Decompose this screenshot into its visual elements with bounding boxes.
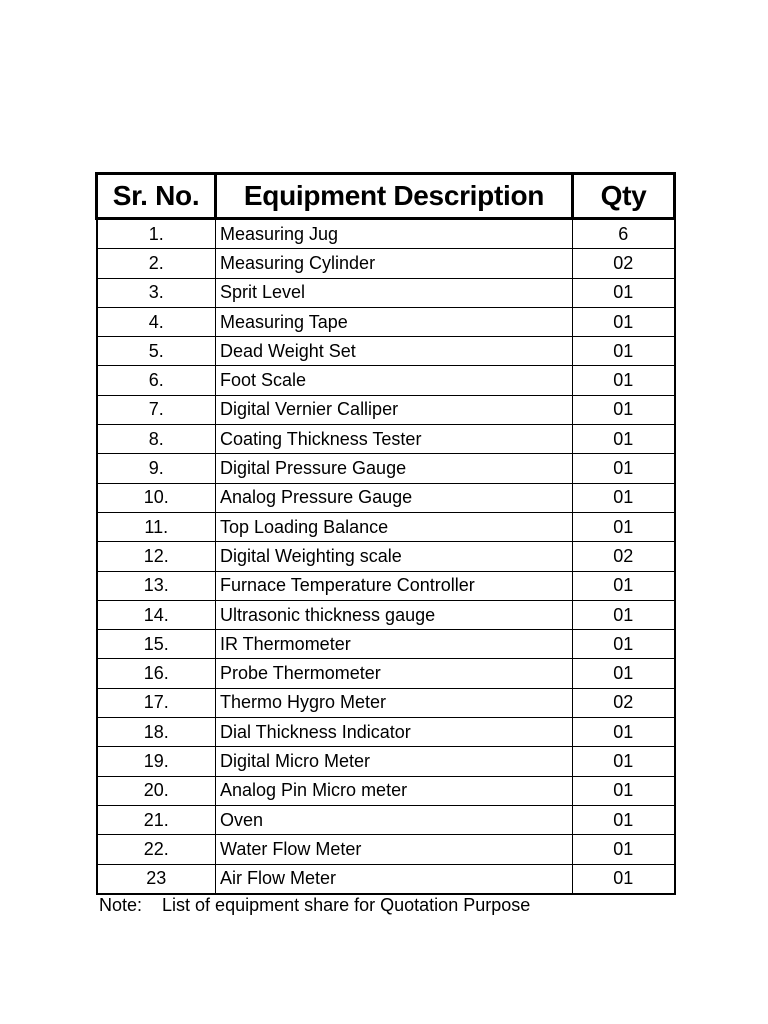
table-row bbox=[97, 659, 675, 688]
note-text: List of equipment share for Quotation Purpose bbox=[162, 895, 531, 915]
sr-no-cell: 8. bbox=[97, 425, 216, 454]
description-cell: IR Thermometer bbox=[216, 630, 573, 659]
description-cell: Thermo Hygro Meter bbox=[216, 688, 573, 717]
description-cell: Measuring Tape bbox=[216, 307, 573, 336]
sr-no-cell: 6. bbox=[97, 366, 216, 395]
description-cell: Dial Thickness Indicator bbox=[216, 718, 573, 747]
qty-cell: 01 bbox=[573, 307, 675, 336]
table-row bbox=[97, 571, 675, 600]
table-row bbox=[97, 688, 675, 717]
table-row bbox=[97, 512, 675, 541]
table-row bbox=[97, 864, 675, 894]
table-row bbox=[97, 454, 675, 483]
sr-no-cell: 20. bbox=[97, 776, 216, 805]
qty-cell: 01 bbox=[573, 454, 675, 483]
table-row bbox=[97, 366, 675, 395]
sr-no-cell: 13. bbox=[97, 571, 216, 600]
table-row bbox=[97, 805, 675, 834]
table-body bbox=[97, 219, 675, 894]
table-row bbox=[97, 747, 675, 776]
table-row bbox=[97, 249, 675, 278]
qty-cell: 01 bbox=[573, 747, 675, 776]
description-cell: Water Flow Meter bbox=[216, 835, 573, 864]
sr-no-cell: 22. bbox=[97, 835, 216, 864]
table-row bbox=[97, 600, 675, 629]
sr-no-cell: 10. bbox=[97, 483, 216, 512]
description-cell: Digital Vernier Calliper bbox=[216, 395, 573, 424]
table-row bbox=[97, 718, 675, 747]
sr-no-cell: 9. bbox=[97, 454, 216, 483]
qty-cell: 01 bbox=[573, 337, 675, 366]
qty-cell: 01 bbox=[573, 425, 675, 454]
sr-no-cell: 3. bbox=[97, 278, 216, 307]
qty-cell: 01 bbox=[573, 278, 675, 307]
table-row bbox=[97, 425, 675, 454]
qty-cell: 01 bbox=[573, 483, 675, 512]
qty-cell: 01 bbox=[573, 571, 675, 600]
note bbox=[99, 895, 530, 916]
description-cell: Analog Pin Micro meter bbox=[216, 776, 573, 805]
description-cell: Dead Weight Set bbox=[216, 337, 573, 366]
description-cell: Analog Pressure Gauge bbox=[216, 483, 573, 512]
table-row bbox=[97, 307, 675, 336]
sr-no-cell: 5. bbox=[97, 337, 216, 366]
sr-no-cell: 23 bbox=[97, 864, 216, 894]
sr-no-cell: 19. bbox=[97, 747, 216, 776]
header-sr-no: Sr. No. bbox=[97, 174, 216, 219]
qty-cell: 6 bbox=[573, 219, 675, 249]
qty-cell: 01 bbox=[573, 600, 675, 629]
qty-cell: 01 bbox=[573, 864, 675, 894]
table-row bbox=[97, 835, 675, 864]
description-cell: Sprit Level bbox=[216, 278, 573, 307]
sr-no-cell: 21. bbox=[97, 805, 216, 834]
sr-no-cell: 4. bbox=[97, 307, 216, 336]
table-row bbox=[97, 630, 675, 659]
sr-no-cell: 18. bbox=[97, 718, 216, 747]
description-cell: Furnace Temperature Controller bbox=[216, 571, 573, 600]
sr-no-cell: 12. bbox=[97, 542, 216, 571]
qty-cell: 01 bbox=[573, 805, 675, 834]
note-label: Note: bbox=[99, 895, 143, 915]
qty-cell: 01 bbox=[573, 835, 675, 864]
table-row bbox=[97, 542, 675, 571]
sr-no-cell: 1. bbox=[97, 219, 216, 249]
table-row bbox=[97, 219, 675, 249]
table-row bbox=[97, 776, 675, 805]
sr-no-cell: 7. bbox=[97, 395, 216, 424]
description-cell: Measuring Jug bbox=[216, 219, 573, 249]
qty-cell: 01 bbox=[573, 659, 675, 688]
description-cell: Air Flow Meter bbox=[216, 864, 573, 894]
table-row bbox=[97, 483, 675, 512]
description-cell: Digital Weighting scale bbox=[216, 542, 573, 571]
description-cell: Foot Scale bbox=[216, 366, 573, 395]
description-cell: Top Loading Balance bbox=[216, 512, 573, 541]
sr-no-cell: 15. bbox=[97, 630, 216, 659]
sr-no-cell: 2. bbox=[97, 249, 216, 278]
description-cell: Digital Pressure Gauge bbox=[216, 454, 573, 483]
table-row bbox=[97, 337, 675, 366]
sr-no-cell: 17. bbox=[97, 688, 216, 717]
qty-cell: 02 bbox=[573, 249, 675, 278]
sr-no-cell: 16. bbox=[97, 659, 216, 688]
qty-cell: 01 bbox=[573, 395, 675, 424]
sr-no-cell: 14. bbox=[97, 600, 216, 629]
table-row bbox=[97, 395, 675, 424]
description-cell: Ultrasonic thickness gauge bbox=[216, 600, 573, 629]
qty-cell: 01 bbox=[573, 776, 675, 805]
description-cell: Measuring Cylinder bbox=[216, 249, 573, 278]
qty-cell: 01 bbox=[573, 718, 675, 747]
description-cell: Digital Micro Meter bbox=[216, 747, 573, 776]
qty-cell: 02 bbox=[573, 688, 675, 717]
header-qty: Qty bbox=[573, 174, 675, 219]
qty-cell: 02 bbox=[573, 542, 675, 571]
equipment-table bbox=[95, 172, 676, 895]
description-cell: Oven bbox=[216, 805, 573, 834]
qty-cell: 01 bbox=[573, 630, 675, 659]
qty-cell: 01 bbox=[573, 512, 675, 541]
header-row bbox=[97, 174, 675, 219]
sr-no-cell: 11. bbox=[97, 512, 216, 541]
header-equipment-description: Equipment Description bbox=[216, 174, 573, 219]
table-header bbox=[97, 174, 675, 219]
table-row bbox=[97, 278, 675, 307]
description-cell: Coating Thickness Tester bbox=[216, 425, 573, 454]
description-cell: Probe Thermometer bbox=[216, 659, 573, 688]
qty-cell: 01 bbox=[573, 366, 675, 395]
